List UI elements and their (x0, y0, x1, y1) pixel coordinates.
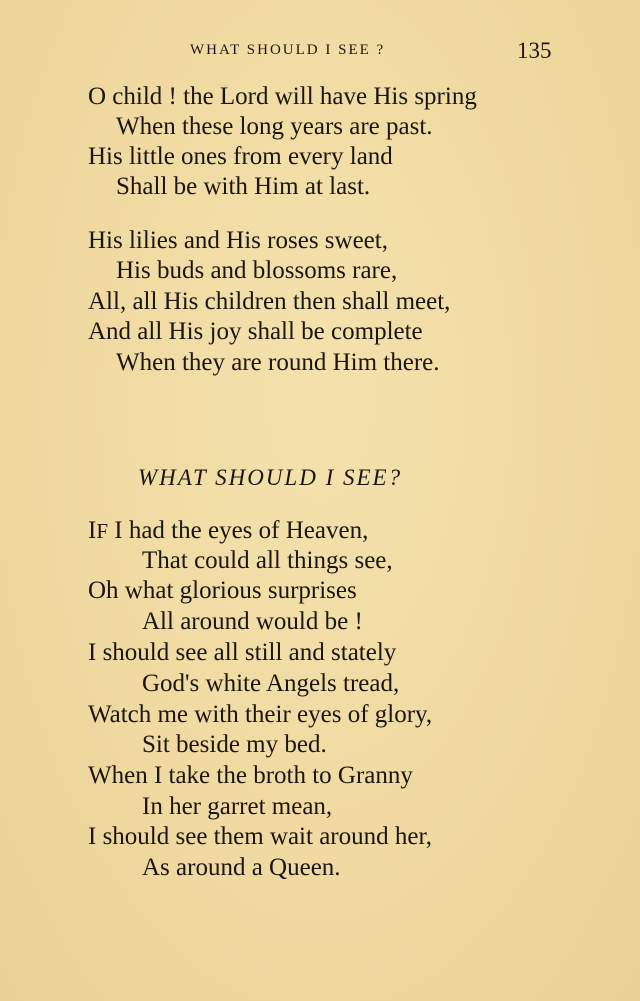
initial-word-rest: F (96, 519, 109, 543)
initial-letter: I (88, 517, 97, 544)
poem-line: When I take the broth to Granny (88, 762, 413, 789)
poem-line: I should see all still and stately (88, 639, 397, 666)
poem-line: In her garret mean, (142, 793, 333, 820)
poem-line: All, all His children then shall meet, (88, 288, 451, 315)
poem-line: When they are round Him there. (116, 349, 440, 376)
poem-first-line (88, 516, 368, 546)
poem-line: As around a Queen. (142, 854, 341, 881)
poem-line: God's white Angels tread, (142, 670, 400, 697)
poem-line: That could all things see, (142, 547, 393, 574)
poem-line: His lilies and His roses sweet, (88, 227, 388, 254)
poem-line: And all His joy shall be complete (88, 318, 423, 345)
poem-line: Sit beside my bed. (142, 731, 327, 758)
poem-line: When these long years are past. (116, 113, 433, 140)
page-number: 135 (517, 38, 552, 63)
running-title: WHAT SHOULD I SEE ? (190, 42, 386, 58)
poem-line: I should see them wait around her, (88, 823, 433, 850)
poem-line: All around would be ! (142, 608, 363, 635)
poem-line: Watch me with their eyes of glory, (88, 701, 433, 728)
running-head (0, 38, 640, 68)
poem-line: O child ! the Lord will have His spring (88, 83, 477, 110)
poem-line: His little ones from every land (88, 143, 393, 170)
first-line-text: I had the eyes of Heaven, (108, 517, 369, 544)
poem-line: Oh what glorious surprises (88, 577, 357, 604)
poem-title: WHAT SHOULD I SEE? (138, 465, 403, 490)
poem-line: Shall be with Him at last. (116, 173, 371, 200)
poem-line: His buds and blossoms rare, (116, 257, 398, 284)
